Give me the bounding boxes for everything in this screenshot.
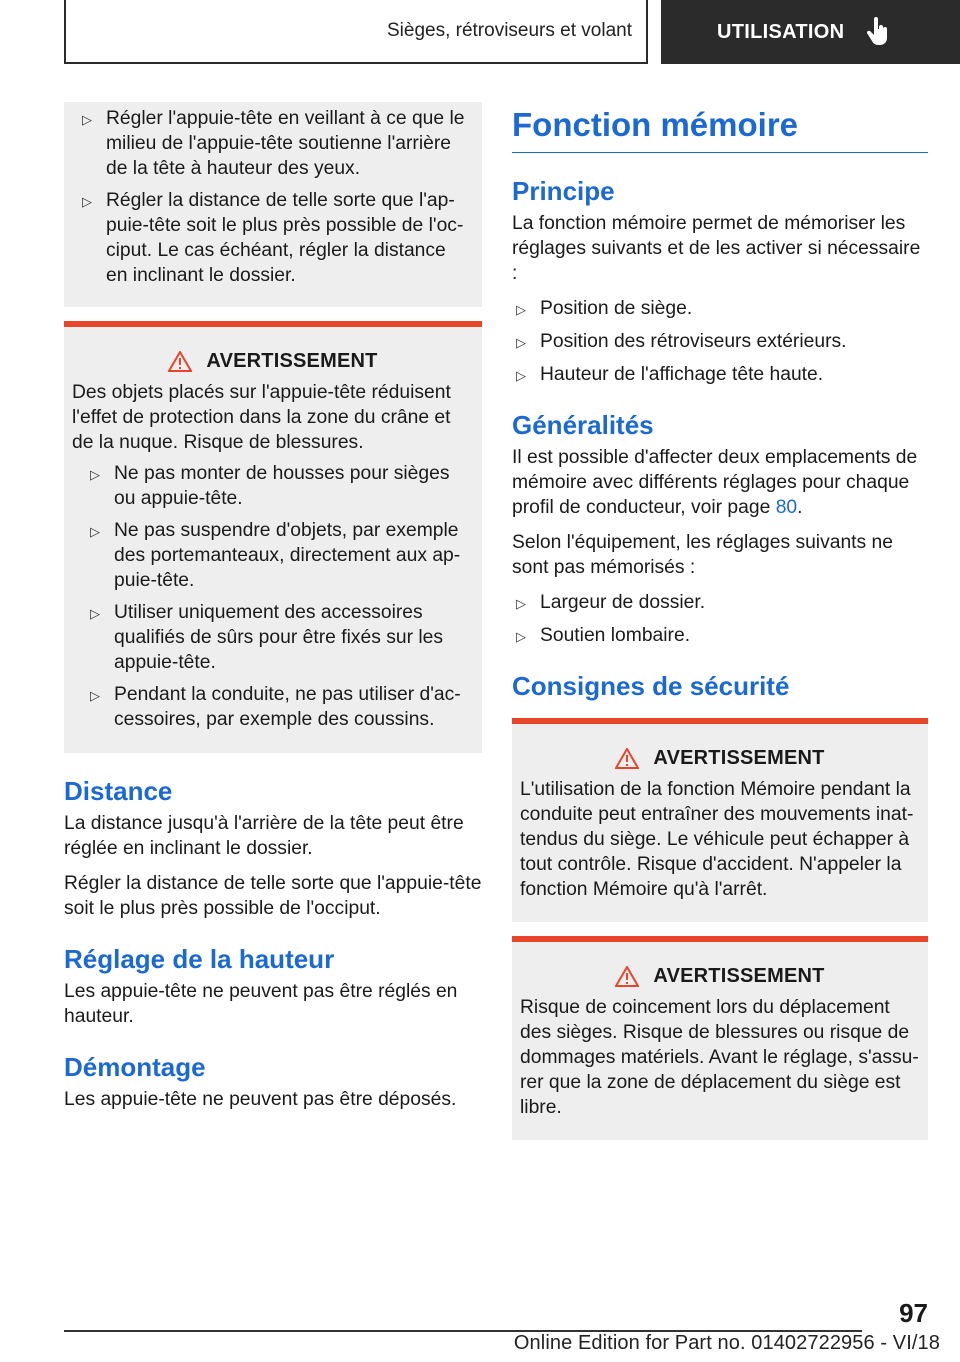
warning-triangle-icon (615, 966, 639, 987)
right-column (512, 102, 928, 1140)
warning-box-memory-driving (512, 718, 928, 922)
triangle-bullet-icon: ▷ (516, 302, 526, 317)
header-chapter-label: UTILISATION (717, 20, 845, 43)
left-column (64, 102, 482, 1122)
triangle-bullet-icon: ▷ (90, 467, 100, 482)
general-paragraph-2: Selon l'équipement, les réglages suivants ne sont pas mémorisés : (512, 532, 893, 578)
principle-paragraph: La fonction mémoire permet de mémoriser les réglages suivants et de les activer si nécessaire : (512, 213, 921, 284)
general-bullet-list (512, 590, 928, 648)
triangle-bullet-icon: ▷ (516, 596, 526, 611)
header-section-title: Sièges, rétroviseurs et volant (386, 20, 632, 41)
list-item: ▷ Position de siège. (512, 296, 928, 321)
warning-title: AVERTISSEMENT (520, 746, 920, 771)
triangle-bullet-icon: ▷ (82, 112, 92, 127)
warning-title: AVERTISSEMENT (520, 964, 920, 989)
list-item: ▷ Soutien lombaire. (512, 623, 928, 648)
warning-triangle-icon (615, 748, 639, 769)
triangle-bullet-icon: ▷ (516, 368, 526, 383)
distance-paragraph-1: La distance jusqu'à l'arrière de la tête peut être réglée en inclinant le dossier. (64, 813, 464, 859)
removal-heading: Démontage (64, 1052, 206, 1082)
distance-paragraph-2: Régler la distance de telle sorte que l'appuie-tête soit le plus près possible de l'occiput. (64, 873, 482, 919)
warning-bullet-list (72, 461, 474, 732)
triangle-bullet-icon: ▷ (90, 606, 100, 621)
list-item: ▷ Régler l'appuie-tête en veillant à ce que le milieu de l'appuie-tête soutienne l'arrière de la tête à hauteur des yeux. (82, 108, 465, 179)
triangle-bullet-icon: ▷ (90, 688, 100, 703)
general-heading: Généralités (512, 410, 654, 440)
intro-bullet-list (78, 106, 468, 288)
principle-heading: Principe (512, 176, 615, 206)
intro-instructions-box (64, 102, 482, 307)
header-chapter-tab[interactable] (661, 0, 960, 64)
safety-heading: Consignes de sécurité (512, 671, 790, 701)
memory-function-title: Fonction mémoire (512, 102, 928, 153)
hand-pointer-icon (866, 17, 890, 47)
list-item: ▷ Régler la distance de telle sorte que l'appuie-tête soit le plus près possible de l'occiput. Le cas échéant, régler la distance en inclinant le dossier. (82, 190, 464, 286)
list-item: ▷ Ne pas monter de housses pour sièges ou appuie-tête. (90, 463, 450, 509)
warning-triangle-icon (168, 351, 192, 372)
warning-title: AVERTISSEMENT (72, 349, 474, 374)
distance-heading: Distance (64, 776, 173, 806)
warning-box-headrest (64, 321, 482, 753)
removal-paragraph: Les appuie-tête ne peuvent pas être déposés. (64, 1089, 457, 1110)
list-item: ▷ Hauteur de l'affichage tête haute. (512, 362, 928, 387)
triangle-bullet-icon: ▷ (516, 335, 526, 350)
triangle-bullet-icon: ▷ (90, 524, 100, 539)
height-adjustment-heading: Réglage de la hauteur (64, 944, 335, 974)
principle-bullet-list (512, 296, 928, 387)
height-adjustment-paragraph: Les appuie-tête ne peuvent pas être réglés en hauteur. (64, 981, 458, 1027)
list-item: ▷ Largeur de dossier. (512, 590, 928, 615)
triangle-bullet-icon: ▷ (516, 629, 526, 644)
list-item: ▷ Position des rétroviseurs extérieurs. (512, 329, 928, 354)
general-paragraph-1: Il est possible d'affecter deux emplacements de mémoire avec différents réglages pour chaque profil de conducteur, voir page 80. (512, 447, 918, 518)
page-number: 97 (899, 1298, 928, 1328)
warning-text: L'utilisation de la fonction Mémoire pendant la conduite peut entraîner des mouvements inattendus du siège. Le véhicule peut échapper à tout contrôle. Risque d'accident. N'appeler la fonction Mémoire qu'à l'arrêt. (520, 779, 914, 900)
list-item: ▷ Utiliser uniquement des accessoires qualifiés de sûrs pour être fixés sur les appuie-tête. (90, 602, 444, 673)
warning-text: Des objets placés sur l'appuie-tête réduisent l'effet de protection dans la zone du crâne et de la nuque. Risque de blessures. (72, 382, 451, 453)
warning-text: Risque de coincement lors du déplacement des sièges. Risque de blessures ou risque de dommages matériels. Avant le réglage, s'assurer que la zone de déplacement du siège est libre. (520, 997, 919, 1118)
triangle-bullet-icon: ▷ (82, 194, 92, 209)
footer-edition-text: Online Edition for Part no. 01402722956 - VI/18 (513, 1332, 940, 1354)
header-section-box (64, 0, 648, 64)
page-reference-link[interactable]: 80 (775, 497, 798, 518)
warning-box-pinching (512, 936, 928, 1140)
list-item: ▷ Ne pas suspendre d'objets, par exemple des portemanteaux, directement aux appuie-tête. (90, 520, 461, 591)
list-item: ▷ Pendant la conduite, ne pas utiliser d'accessoires, par exemple des coussins. (90, 684, 461, 730)
